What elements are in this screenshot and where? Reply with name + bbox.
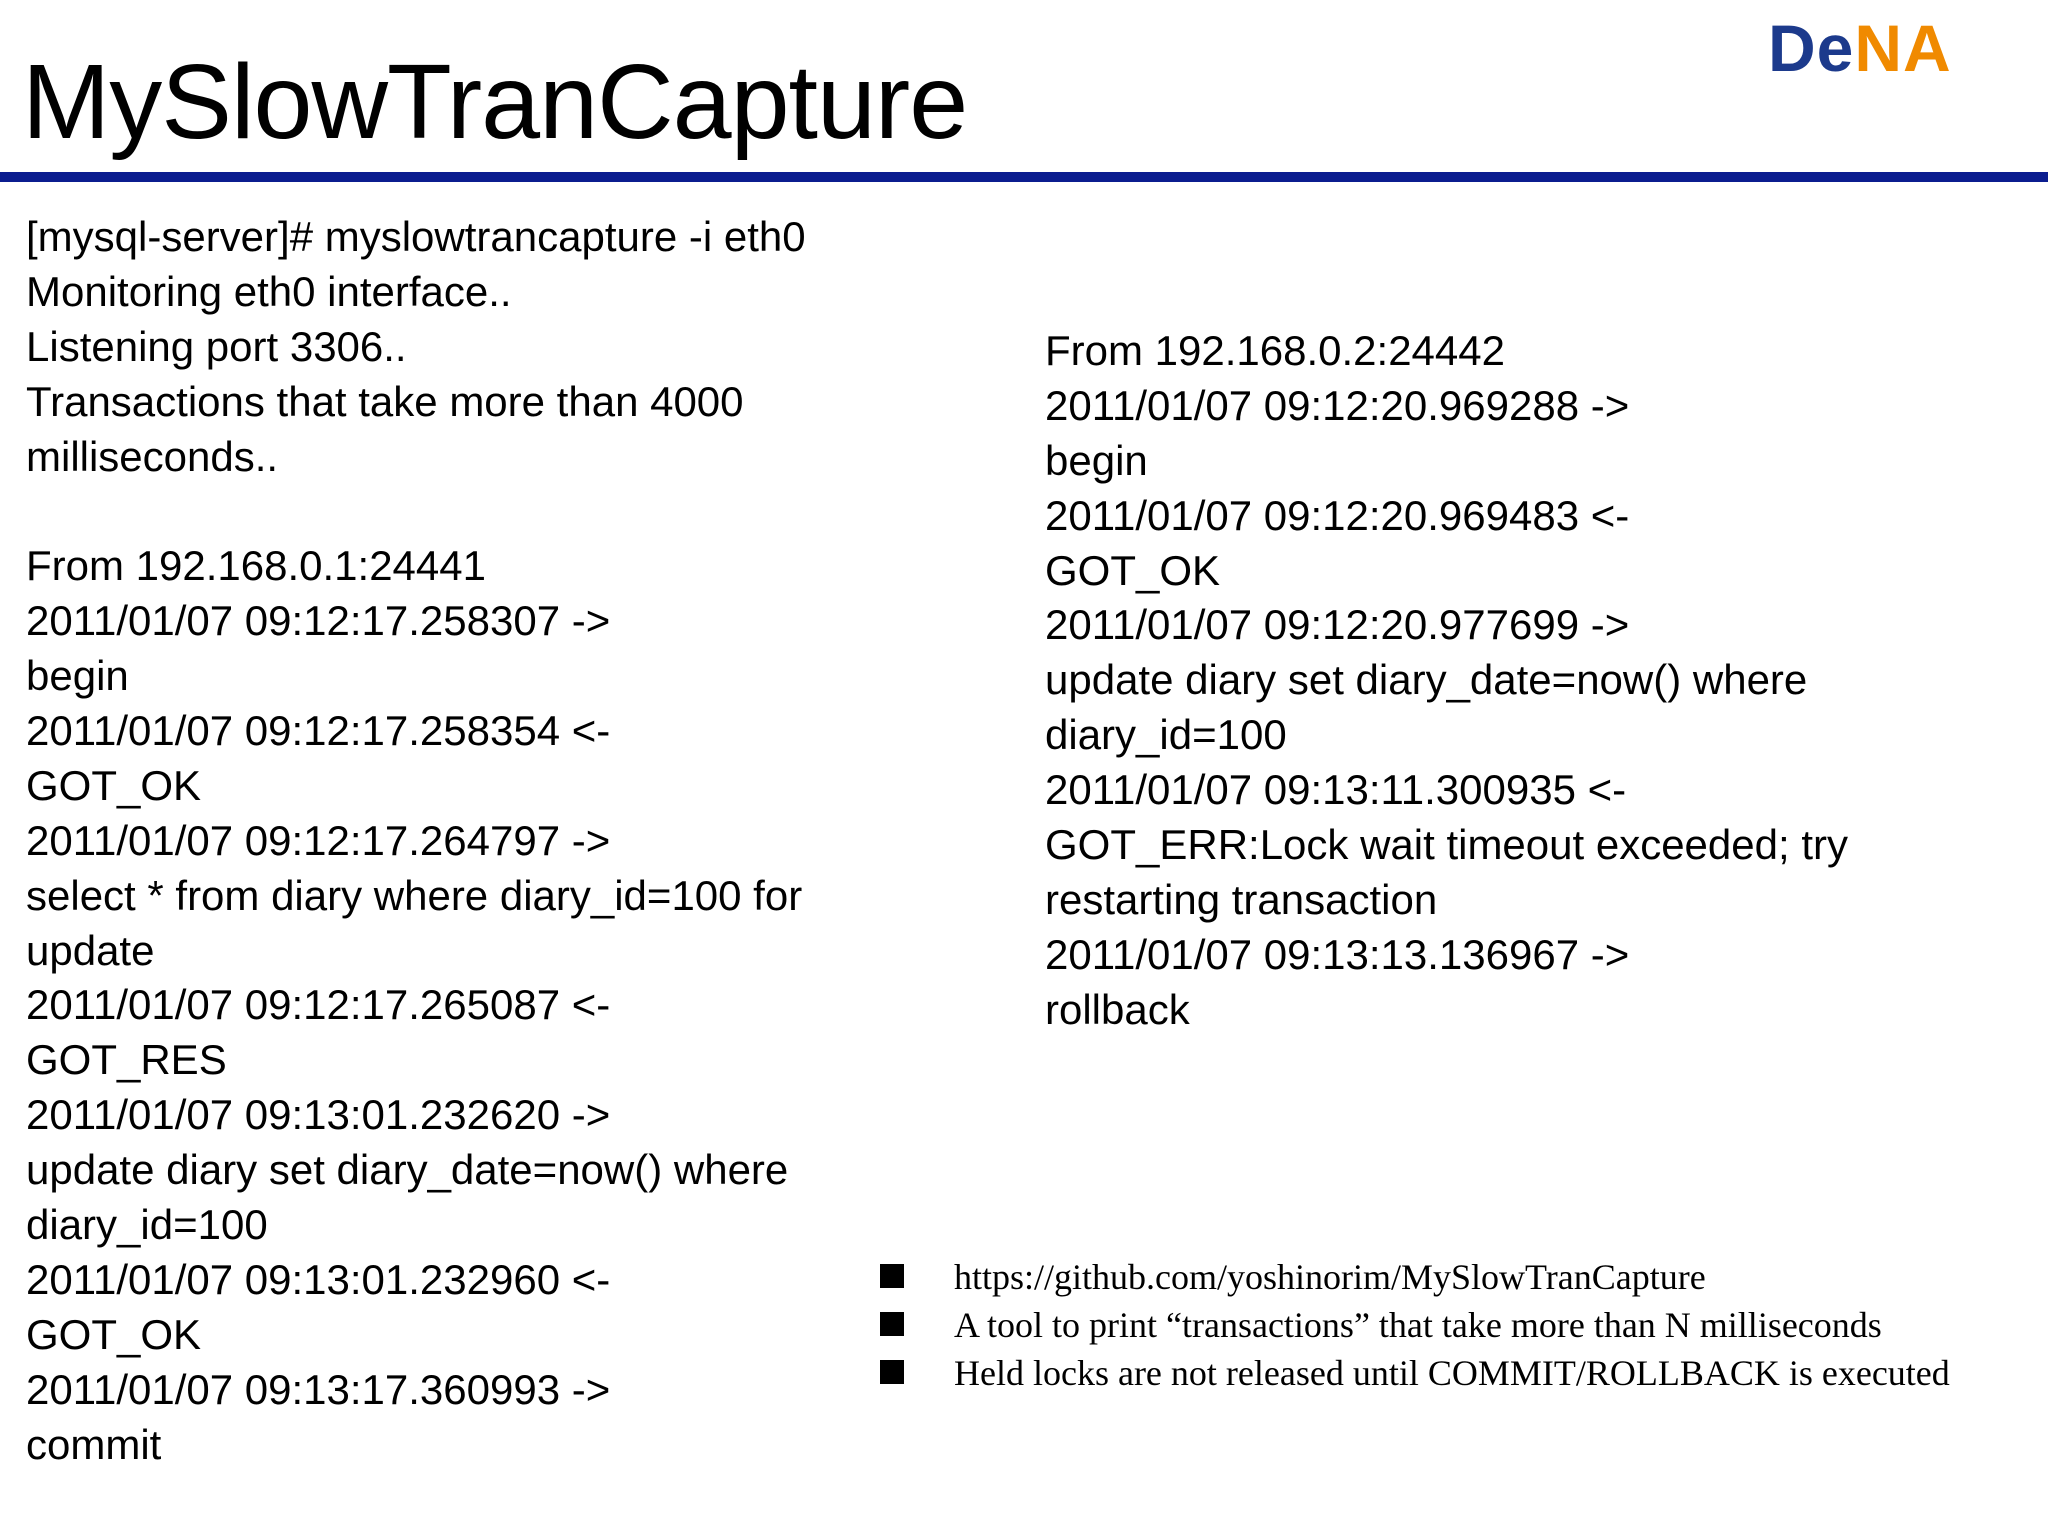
log-line bbox=[26, 484, 896, 539]
square-bullet-icon bbox=[880, 1360, 904, 1384]
terminal-log-right bbox=[1045, 324, 2005, 1038]
log-line: GOT_OK bbox=[1045, 546, 1221, 594]
log-line: Transactions that take more than 4000 bbox=[26, 377, 744, 425]
note-text: A tool to print “transactions” that take more than N milliseconds bbox=[954, 1305, 1882, 1345]
log-line: 2011/01/07 09:13:01.232620 -> bbox=[26, 1091, 611, 1139]
title-divider bbox=[0, 172, 2048, 182]
log-line: restarting transaction bbox=[1045, 875, 1438, 923]
log-line: 2011/01/07 09:13:13.136967 -> bbox=[1045, 930, 1630, 978]
log-line: GOT_OK bbox=[26, 1310, 202, 1358]
log-line: 2011/01/07 09:12:17.258307 -> bbox=[26, 597, 611, 645]
notes-list bbox=[880, 1258, 2030, 1402]
terminal-log-left bbox=[26, 210, 896, 1472]
log-line: update diary set diary_date=now() where bbox=[1045, 656, 1808, 704]
log-line: 2011/01/07 09:13:11.300935 <- bbox=[1045, 766, 1627, 814]
square-bullet-icon bbox=[880, 1312, 904, 1336]
note-item-held-locks bbox=[880, 1354, 2030, 1392]
note-text: Held locks are not released until COMMIT/ROLLBACK is executed bbox=[954, 1353, 1950, 1393]
log-line: commit bbox=[26, 1420, 162, 1468]
log-line: diary_id=100 bbox=[1045, 711, 1287, 759]
log-line: milliseconds.. bbox=[26, 432, 279, 480]
log-line: select * from diary where diary_id=100 for bbox=[26, 871, 803, 919]
log-line: 2011/01/07 09:12:20.969483 <- bbox=[1045, 491, 1630, 539]
log-line: Monitoring eth0 interface.. bbox=[26, 267, 512, 315]
log-line: begin bbox=[1045, 436, 1148, 484]
log-line: 2011/01/07 09:13:17.360993 -> bbox=[26, 1365, 611, 1413]
log-line: GOT_RES bbox=[26, 1036, 227, 1084]
log-line: 2011/01/07 09:13:01.232960 <- bbox=[26, 1255, 611, 1303]
log-line: GOT_OK bbox=[26, 761, 202, 809]
log-line: diary_id=100 bbox=[26, 1201, 268, 1249]
log-line: 2011/01/07 09:12:17.265087 <- bbox=[26, 981, 611, 1029]
log-line: Listening port 3306.. bbox=[26, 322, 407, 370]
log-line: 2011/01/07 09:12:20.977699 -> bbox=[1045, 601, 1630, 649]
log-line: From 192.168.0.1:24441 bbox=[26, 542, 486, 590]
log-line: GOT_ERR:Lock wait timeout exceeded; try bbox=[1045, 821, 1848, 869]
log-line: begin bbox=[26, 652, 129, 700]
slide-title: MySlowTranCapture bbox=[22, 43, 968, 161]
note-item-github-url bbox=[880, 1258, 2030, 1296]
square-bullet-icon bbox=[880, 1264, 904, 1288]
log-line: rollback bbox=[1045, 985, 1190, 1033]
log-line: 2011/01/07 09:12:17.264797 -> bbox=[26, 816, 611, 864]
log-line: 2011/01/07 09:12:17.258354 <- bbox=[26, 707, 611, 755]
log-line: update bbox=[26, 926, 155, 974]
log-line: From 192.168.0.2:24442 bbox=[1045, 327, 1505, 374]
dena-logo bbox=[1768, 11, 2016, 85]
note-item-tool-description bbox=[880, 1306, 2030, 1344]
logo-text-na: NA bbox=[1854, 11, 1952, 85]
note-text: https://github.com/yoshinorim/MySlowTranCapture bbox=[954, 1257, 1706, 1297]
log-line: [mysql-server]# myslowtrancapture -i eth0 bbox=[26, 213, 806, 260]
logo-text-de: De bbox=[1768, 11, 1855, 85]
log-line: 2011/01/07 09:12:20.969288 -> bbox=[1045, 381, 1630, 429]
log-line: update diary set diary_date=now() where bbox=[26, 1146, 789, 1194]
